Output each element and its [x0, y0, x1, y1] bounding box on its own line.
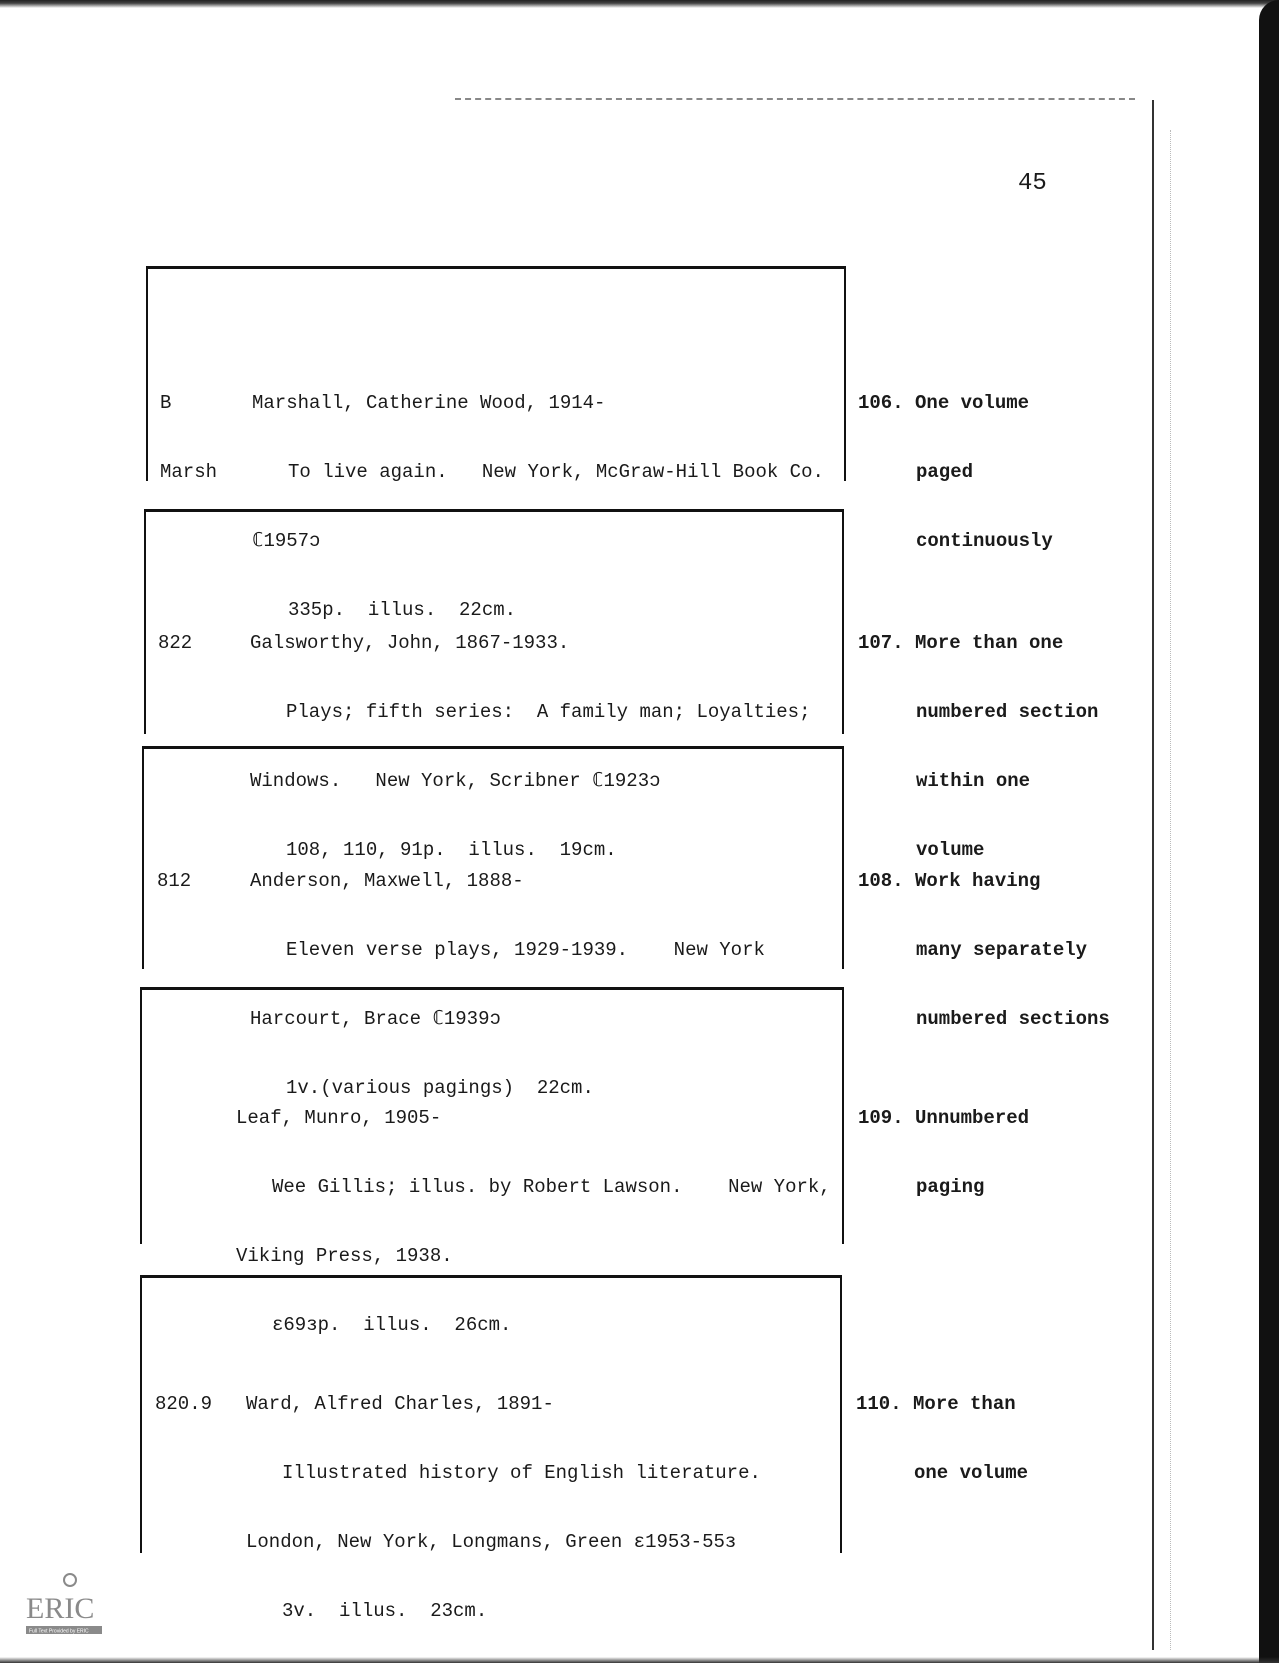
rule-note: 106. One volume paged continuously [858, 392, 1053, 552]
catalog-entry-text: Ward, Alfred Charles, 1891- Illustrated history of English literature. London, New York, Longmans, Green ɛ1953-55ɜ 3v. illus. 23cm. [246, 1393, 761, 1622]
right-margin-faint-rule [1170, 130, 1171, 1650]
scan-top-edge [0, 0, 1279, 8]
rule-note: 107. More than one numbered section within one volume [858, 632, 1099, 861]
rule-note: 110. More than one volume [856, 1393, 1029, 1484]
page-number: 45 [1018, 170, 1047, 197]
right-margin-rule [1152, 100, 1154, 1650]
call-number: 820.9 [155, 1393, 213, 1415]
call-number: 812 [157, 870, 192, 892]
call-number: B Marsh [160, 392, 218, 483]
catalog-entry-text: Marshall, Catherine Wood, 1914- To live again. New York, McGraw-Hill Book Co. ℂ1957ɔ 335p. illus. 22cm. [252, 392, 824, 621]
catalog-entry-text: Anderson, Maxwell, 1888- Eleven verse plays, 1929-1939. New York Harcourt, Brace ℂ1939ɔ 1v.(various pagings) 22cm. [250, 870, 765, 1099]
catalog-entry-text: Galsworthy, John, 1867-1933. Plays; fifth series: A family man; Loyalties; Windows. New York, Scribner ℂ1923ɔ 108, 110, 91p. illus. 19cm. [250, 632, 811, 861]
rule-note: 109. Unnumbered paging [858, 1107, 1030, 1198]
eric-logo [22, 1572, 108, 1642]
scan-right-edge [1259, 0, 1279, 1663]
svg-text:ERIC: ERIC [26, 1592, 95, 1625]
svg-text:Full Text Provided by ERIC: Full Text Provided by ERIC [29, 1628, 89, 1635]
catalog-entry-text: Leaf, Munro, 1905- Wee Gillis; illus. by Robert Lawson. New York, Viking Press, 1938. ɛ69ɜp. illus. 26cm. [236, 1107, 831, 1336]
call-number: 822 [158, 632, 193, 654]
rule-note: 108. Work having many separately numbered sections [858, 870, 1110, 1030]
top-dotted-rule [455, 98, 1135, 100]
